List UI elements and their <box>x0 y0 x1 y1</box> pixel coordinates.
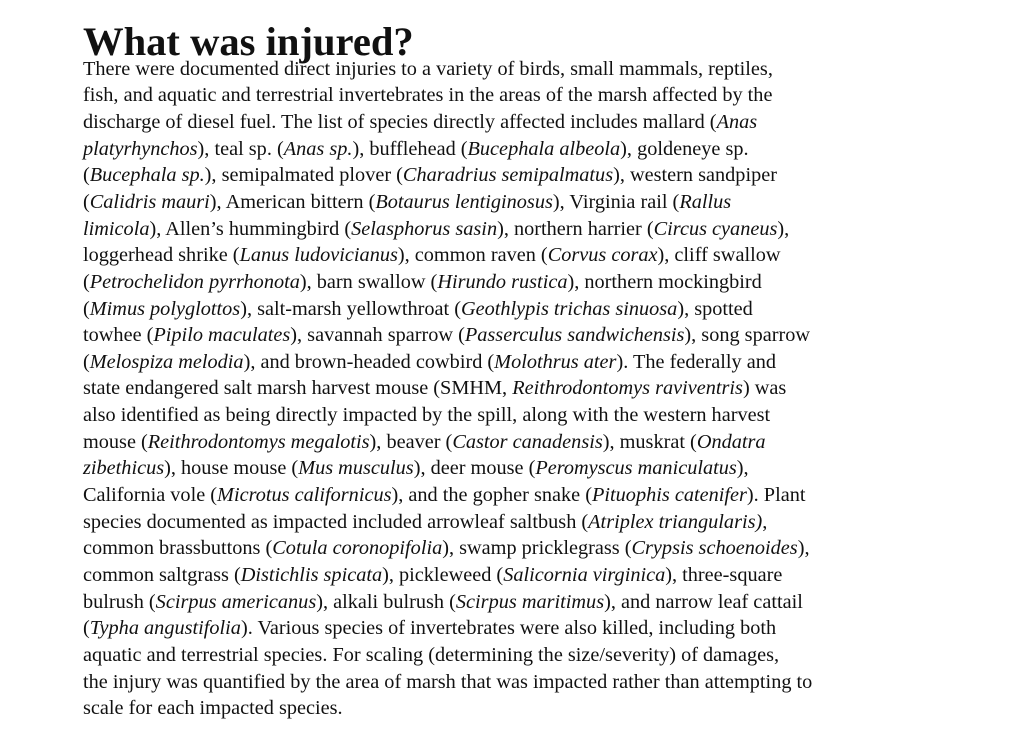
text-run: bulrush ( <box>83 590 156 613</box>
species-name: Molothrus ater <box>494 350 617 373</box>
text-line <box>83 189 1003 216</box>
text-run: ), cliff swallow <box>657 244 781 267</box>
species-name: Charadrius semipalmatus <box>402 164 614 187</box>
text-run: ), and brown-headed cowbird ( <box>243 350 495 373</box>
text-line <box>83 455 1003 482</box>
text-run: ), house mouse ( <box>164 457 299 480</box>
species-name: Passerculus sandwichensis <box>464 324 685 347</box>
text-line <box>83 242 1003 269</box>
species-name: Typha angustifolia <box>89 617 241 640</box>
text-run: ), swamp pricklegrass ( <box>442 537 632 560</box>
text-run: ), song sparrow <box>684 324 811 347</box>
text-run: California vole ( <box>83 484 218 507</box>
text-run: common saltgrass ( <box>83 564 241 587</box>
text-run: mouse ( <box>83 430 148 453</box>
text-run: ), barn swallow ( <box>299 270 438 293</box>
species-name: zibethicus <box>83 457 165 480</box>
text-line <box>83 509 1003 536</box>
text-run: ), <box>777 217 790 240</box>
text-run: ( <box>83 164 90 187</box>
species-name: Bucephala sp. <box>89 164 205 187</box>
text-run: ), beaver ( <box>369 430 453 453</box>
text-run: common brassbuttons ( <box>83 537 273 560</box>
text-run: ( <box>83 350 90 373</box>
text-run: ( <box>83 297 90 320</box>
text-run: ), <box>736 457 749 480</box>
text-run: ), salt-marsh yellowthroat ( <box>240 297 461 320</box>
species-name: Peromyscus maniculatus <box>535 457 737 480</box>
text-run: ), and the gopher snake ( <box>391 484 592 507</box>
species-name: Anas <box>716 110 758 133</box>
species-name: Rallus <box>679 190 732 213</box>
document-page <box>83 19 1003 722</box>
text-run: ), bufflehead ( <box>352 137 468 160</box>
species-name: Hirundo rustica <box>437 270 568 293</box>
species-name: Atriplex triangularis) <box>588 510 763 533</box>
text-run: ). The federally and <box>616 350 776 373</box>
text-line <box>83 349 1003 376</box>
text-line <box>83 482 1003 509</box>
text-run: fish, and aquatic and terrestrial invertebrates in the areas of the marsh affected by the <box>83 84 773 107</box>
text-run: ), common raven ( <box>397 244 548 267</box>
species-name: Corvus corax <box>547 244 658 267</box>
species-name: Castor canadensis <box>452 430 603 453</box>
species-name: Pipilo maculates <box>153 324 291 347</box>
species-name: Petrochelidon pyrrhonota <box>89 270 300 293</box>
species-name: Cotula coronopifolia <box>272 537 443 560</box>
text-run: species documented as impacted included arrowleaf saltbush ( <box>83 510 589 533</box>
text-run: ), Allen’s hummingbird ( <box>149 217 352 240</box>
species-name: Ondatra <box>696 430 766 453</box>
species-name: Selasphorus sasin <box>351 217 498 240</box>
body-paragraph <box>83 56 1003 722</box>
text-line <box>83 535 1003 562</box>
text-run: ), semipalmated plover ( <box>204 164 403 187</box>
text-run: scale for each impacted species. <box>83 697 343 720</box>
species-name: Bucephala albeola <box>467 137 621 160</box>
text-line <box>83 669 1003 696</box>
text-run: ), savannah sparrow ( <box>290 324 465 347</box>
text-run: ). Various species of invertebrates were also killed, including both <box>240 617 777 640</box>
species-name: Scirpus maritimus <box>455 590 605 613</box>
species-name: platyrhynchos <box>83 137 198 160</box>
text-run: ), three-square <box>665 564 783 587</box>
species-name: Mimus polyglottos <box>89 297 241 320</box>
text-line <box>83 402 1003 429</box>
text-run: ), muskrat ( <box>602 430 697 453</box>
text-run: ), spotted <box>677 297 753 320</box>
text-run: state endangered salt marsh harvest mouse (SMHM, <box>83 377 513 400</box>
species-name: Microtus californicus <box>217 484 392 507</box>
text-run: There were documented direct injuries to a variety of birds, small mammals, reptiles, <box>83 57 773 80</box>
species-name: Salicornia virginica <box>503 564 666 587</box>
text-line <box>83 109 1003 136</box>
species-name: Anas sp. <box>283 137 353 160</box>
text-line <box>83 82 1003 109</box>
species-name: Distichlis spicata <box>240 564 383 587</box>
text-run: ), pickleweed ( <box>382 564 504 587</box>
text-line <box>83 136 1003 163</box>
text-run: aquatic and terrestrial species. For scaling (determining the size/severity) of damages, <box>83 644 780 667</box>
text-run: ), American bittern ( <box>209 190 376 213</box>
text-line <box>83 322 1003 349</box>
text-line <box>83 429 1003 456</box>
species-name: Lanus ludovicianus <box>239 244 398 267</box>
text-run: loggerhead shrike ( <box>83 244 240 267</box>
species-name: Crypsis schoenoides <box>631 537 798 560</box>
text-run: ( <box>83 190 90 213</box>
text-run: ), western sandpiper <box>613 164 777 187</box>
text-run: also identified as being directly impacted by the spill, along with the western harvest <box>83 404 771 427</box>
species-name: Mus musculus <box>298 457 414 480</box>
text-run: towhee ( <box>83 324 154 347</box>
text-run: ), alkali bulrush ( <box>316 590 456 613</box>
text-run: ) was <box>742 377 787 400</box>
text-run: the injury was quantified by the area of marsh that was impacted rather than attempting to <box>83 670 813 693</box>
text-run: ). Plant <box>746 484 806 507</box>
species-name: Reithrodontomys megalotis <box>147 430 370 453</box>
text-line <box>83 615 1003 642</box>
species-name: Melospiza melodia <box>89 350 244 373</box>
text-run: ( <box>83 617 90 640</box>
species-name: limicola <box>83 217 150 240</box>
text-line <box>83 375 1003 402</box>
species-name: Scirpus americanus <box>155 590 317 613</box>
species-name: Reithrodontomys raviventris <box>512 377 743 400</box>
text-line <box>83 56 1003 83</box>
text-run: ), Virginia rail ( <box>552 190 680 213</box>
species-name: Calidris mauri <box>89 190 210 213</box>
text-line <box>83 216 1003 243</box>
text-run: ), goldeneye sp. <box>620 137 749 160</box>
text-run: ), northern harrier ( <box>497 217 654 240</box>
text-run: ), <box>797 537 810 560</box>
text-line <box>83 695 1003 722</box>
text-line <box>83 562 1003 589</box>
text-run: discharge of diesel fuel. The list of species directly affected includes mallard ( <box>83 110 717 133</box>
species-name: Botaurus lentiginosus <box>375 190 553 213</box>
text-line <box>83 589 1003 616</box>
text-line <box>83 296 1003 323</box>
text-run: ( <box>83 270 90 293</box>
species-name: Circus cyaneus <box>653 217 778 240</box>
species-name: Pituophis catenifer <box>592 484 747 507</box>
text-line <box>83 642 1003 669</box>
section-heading: What was injured? <box>83 19 414 64</box>
text-run: ), teal sp. ( <box>197 137 284 160</box>
species-name: Geothlypis trichas sinuosa <box>460 297 678 320</box>
text-line <box>83 269 1003 296</box>
text-run: ), deer mouse ( <box>413 457 536 480</box>
text-run: ), and narrow leaf cattail <box>604 590 803 613</box>
text-run: ), northern mockingbird <box>567 270 762 293</box>
text-line <box>83 162 1003 189</box>
text-run: , <box>762 510 768 533</box>
